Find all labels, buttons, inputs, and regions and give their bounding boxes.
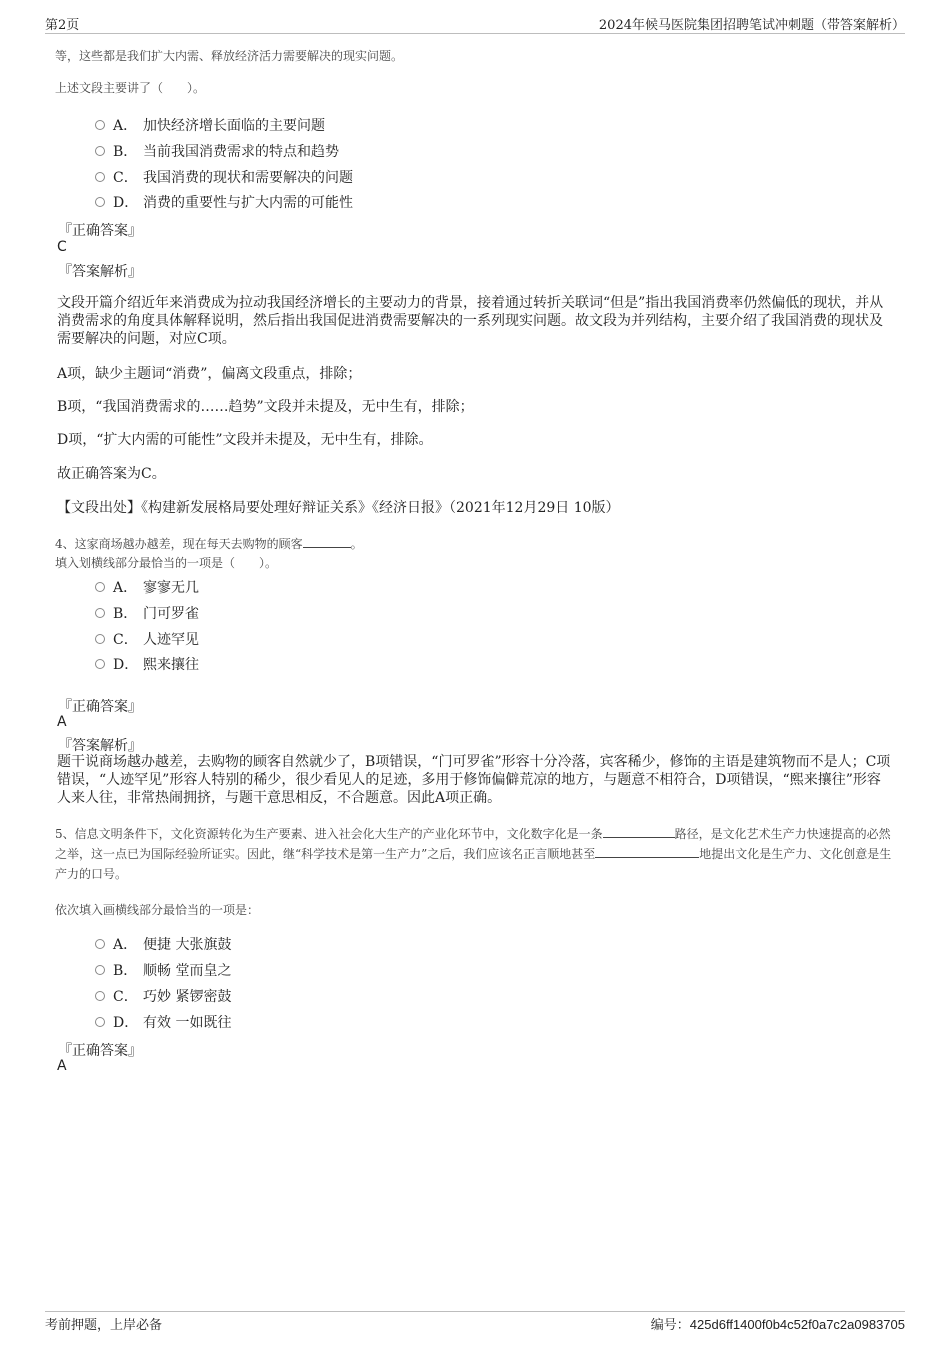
radio-icon[interactable] <box>95 582 105 592</box>
q3-option-a[interactable]: A． 加快经济增长面临的主要问题 <box>95 115 325 135</box>
radio-icon[interactable] <box>95 939 105 949</box>
q4-answer: A <box>57 714 67 730</box>
q3-note-b: B项，“我国消费需求的……趋势”文段并未提及，无中生有，排除； <box>57 399 474 415</box>
radio-icon[interactable] <box>95 172 105 182</box>
q4-answer-label: 『正确答案』 <box>58 699 142 715</box>
page-number: 第2页 <box>45 18 80 33</box>
radio-icon[interactable] <box>95 659 105 669</box>
document-serial: 编号：425d6ff1400f0b4c52f0a7c2a0983705 <box>650 1317 905 1332</box>
q4-option-d[interactable]: D． 熙来攘往 <box>95 654 199 674</box>
q3-option-d[interactable]: D． 消费的重要性与扩大内需的可能性 <box>95 192 353 212</box>
q4-option-b[interactable]: B． 门可罗雀 <box>95 603 199 623</box>
q4-analysis-label: 『答案解析』 <box>58 738 142 754</box>
q3-conclusion: 故正确答案为C。 <box>57 466 166 482</box>
q4-stem: 4、这家商场越办越差，现在每天去购物的顾客 。 <box>55 537 363 551</box>
q3-option-c[interactable]: C． 我国消费的现状和需要解决的问题 <box>95 167 353 187</box>
q5-option-c[interactable]: C． 巧妙 紧锣密鼓 <box>95 986 231 1006</box>
q5-option-b[interactable]: B． 顺畅 堂而皇之 <box>95 960 231 980</box>
radio-icon[interactable] <box>95 1017 105 1027</box>
footer-divider <box>45 1311 905 1312</box>
fill-blank <box>303 535 351 548</box>
radio-icon[interactable] <box>95 991 105 1001</box>
radio-icon[interactable] <box>95 146 105 156</box>
fill-blank <box>603 825 675 838</box>
q5-answer-label: 『正确答案』 <box>58 1043 142 1059</box>
q4-option-a[interactable]: A． 寥寥无几 <box>95 577 199 597</box>
q4-option-c[interactable]: C． 人迹罕见 <box>95 629 199 649</box>
radio-icon[interactable] <box>95 634 105 644</box>
q3-answer: C <box>57 239 67 255</box>
q5-option-d[interactable]: D． 有效 一如既往 <box>95 1012 231 1032</box>
radio-icon[interactable] <box>95 965 105 975</box>
q3-answer-label: 『正确答案』 <box>58 223 142 239</box>
q5-answer: A <box>57 1058 67 1074</box>
radio-icon[interactable] <box>95 608 105 618</box>
q3-stem: 上述文段主要讲了（ ）。 <box>55 81 206 95</box>
q3-analysis: 文段开篇介绍近年来消费成为拉动我国经济增长的主要动力的背景，接着通过转折关联词“但是”指出我国消费率仍然偏低的现状，并从消费需求的角度具体解释说明，然后指出我国促进消费需要解决的一系列现实问题。故文段为并列结构，主要介绍了我国消费的现状及需要解决的问题，对应C项。 <box>57 295 884 347</box>
q5-option-a[interactable]: A． 便捷 大张旗鼓 <box>95 934 231 954</box>
q3-note-a: A项，缺少主题词“消费”，偏离文段重点，排除； <box>57 366 362 382</box>
q3-source: 【文段出处】《构建新发展格局要处理好辩证关系》《经济日报》（2021年12月29日 10版） <box>57 500 620 516</box>
q3-analysis-label: 『答案解析』 <box>58 264 142 280</box>
q5-stem: 5、信息文明条件下，文化资源转化为生产要素、进入社会化大生产的产业化环节中，文化数字化是一条 路径，是文化艺术生产力快速提高的必然之举，这一点已为国际经验所证实。因此，继“科学技术是第一生产力”之后，我们应该名正言顺地甚至 地提出文化是生产力、文化创意是生产力的口号。 <box>55 827 892 881</box>
q5-instruction: 依次填入画横线部分最恰当的一项是： <box>55 903 260 917</box>
q3-option-b[interactable]: B． 当前我国消费需求的特点和趋势 <box>95 141 339 161</box>
q3-note-d: D项，“扩大内需的可能性”文段并未提及，无中生有，排除。 <box>57 432 433 448</box>
header-divider <box>45 33 905 34</box>
radio-icon[interactable] <box>95 120 105 130</box>
document-title: 2024年候马医院集团招聘笔试冲刺题（带答案解析） <box>598 18 905 33</box>
q3-intro-tail: 等，这些都是我们扩大内需、释放经济活力需要解决的现实问题。 <box>55 49 404 63</box>
q4-analysis: 题干说商场越办越差，去购物的顾客自然就少了，B项错误，“门可罗雀”形容十分冷落，宾客稀少，修饰的主语是建筑物而不是人；C项错误，“人迹罕见”形容人特别的稀少，很少看见人的足迹，多用于修饰偏僻荒凉的地方，与题意不相符合，D项错误，“熙来攘往”形容人来人往，非常热闹拥挤，与题干意思相反，不合题意。因此A项正确。 <box>57 754 891 806</box>
radio-icon[interactable] <box>95 197 105 207</box>
q4-instruction: 填入划横线部分最恰当的一项是（ ）。 <box>55 556 278 570</box>
footer-slogan: 考前押题，上岸必备 <box>45 1318 163 1333</box>
fill-blank <box>595 845 699 858</box>
